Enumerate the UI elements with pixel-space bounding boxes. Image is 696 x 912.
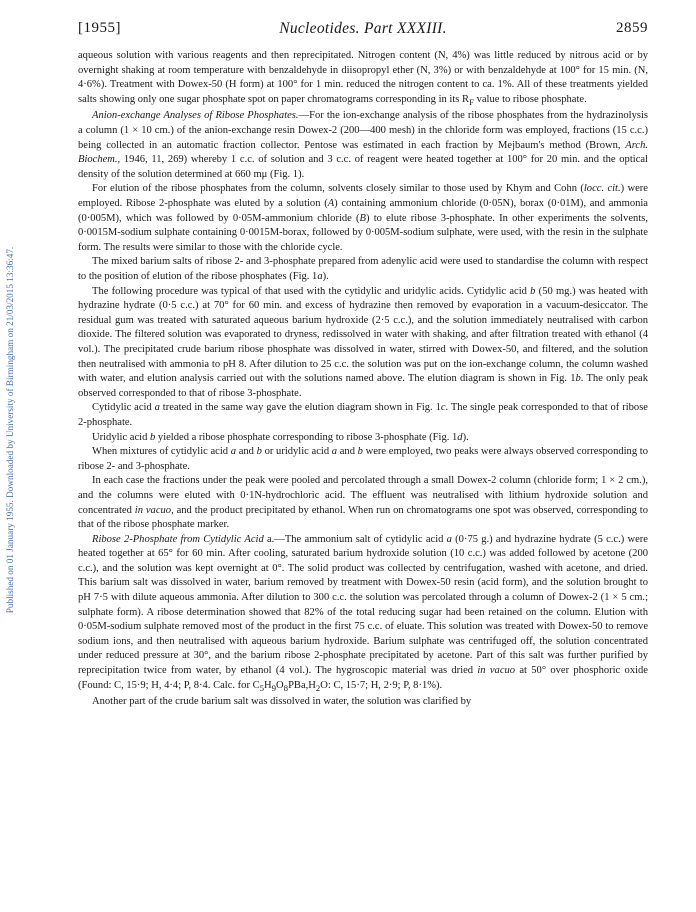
italic-text: in vacuo [134,504,172,516]
body-paragraph [78,695,648,710]
italic-text: a [446,533,452,545]
paragraph-text: and [236,446,257,458]
italic-text: b [575,373,581,385]
page-header [78,20,648,42]
body-paragraph [78,401,648,430]
paragraph-text: The following procedure was typical of that used with the cytidylic and uridylic acids. Cytidylic acid [92,285,531,297]
italic-text: A [327,198,335,210]
body-paragraph [78,49,648,109]
body-paragraph [78,431,648,446]
paragraph-text: Another part of the crude barium salt was dissolved in water, the solution was clarified by [92,696,472,708]
italic-text: b [256,446,262,458]
paragraph-text: treated in the same way gave the elution diagram shown in Fig. 1 [159,402,441,414]
italic-text: d [457,431,463,443]
italic-text: b [357,446,363,458]
paragraph-text: aqueous solution with various reagents and then reprecipitated. Nitrogen content (N, 4%) was little reduced by nitrous acid or by overnight shaking at room temperature with benzaldehyde in diisopropyl ether (N, 3%) or with benzaldehyde at 100° for 15 min. (N, 4·6%). Treatment with Dowex-50 (H form) at 100° for 1 min. reduced the nitrogen content to ca. 1%. All of these treatments yielded salts showing only one sugar phosphate spot on paper chromatograms corresponding in its R [78,50,648,105]
italic-text: locc. cit. [583,183,621,195]
italic-text: b [150,431,156,443]
body-paragraph [78,445,648,474]
paragraph-text: For elution of the ribose phosphates from the column, solvents closely similar to those used by Khym and Cohn ( [92,183,584,195]
paragraph-text: at 50° over phosphoric oxide (Found: C, 15·9; H, 4·4; P, 8·4. Calc. for C [78,665,648,691]
paragraph-text: Cytidylic acid [92,402,155,414]
paragraph-text: O [276,679,284,691]
paragraph-text: yielded a ribose phosphate corresponding to ribose 3-phosphate (Fig. 1 [155,431,458,443]
paragraph-text: —For the ion-exchange analysis of the ribose phosphates from the hydrazinolysis a column (1 × 10 cm.) of the anion-exchange resin Dowex-2 (200—400 mesh) in the chloride form was employed, fractions (15 c.c.) being collected in an automatic fraction collector. Pentose was estimated in each fraction by Mejbaum's method (Brown, [78,110,648,151]
paragraph-text: The mixed barium salts of ribose 2- and 3-phosphate prepared from adenylic acid were used to standardise the column with respect to the position of elution of the ribose phosphates (Fig. 1 [78,256,648,283]
paragraph-text: a.—The ammonium salt of cytidylic acid [263,533,447,545]
body-paragraph [78,474,648,532]
body-paragraph [78,182,648,255]
italic-text: in vacuo [477,665,516,677]
italic-text: Ribose 2-Phosphate from Cytidylic Acid [92,533,264,545]
italic-text: a [331,446,338,458]
body-paragraph [78,109,648,182]
header-title: Nucleotides. Part XXXIII. [279,20,447,37]
paragraph-text: H [264,679,272,691]
paragraph-text: ) containing ammonium chloride (0·05N), borax (0·01M), and ammonia (0·005M), which was followed by 0·05M-ammonium chloride ( [78,198,648,224]
paragraph-text: . The only peak observed corresponded to that of ribose 3-phosphate. [78,373,648,399]
article-body [78,49,648,710]
paragraph-text: value to ribose phosphate. [473,93,587,105]
italic-text: a [230,446,237,458]
paragraph-text: ). [462,431,469,443]
paragraph-text: , and the product precipitated by ethanol. When run on chromatograms one spot was observed, corresponding to that of the ribose phosphate marker. [78,504,648,531]
italic-text: a [154,402,160,414]
paragraph-text: When mixtures of cytidylic acid [92,446,231,458]
italic-text: B [359,212,366,224]
page-number: 2859 [616,20,648,36]
paragraph-text: ) were employed. Ribose 2-phosphate was eluted by a solution ( [78,183,648,210]
body-paragraph [78,533,648,696]
subscript-text: F [469,96,474,107]
italic-text: b [530,285,536,297]
paragraph-text: or uridylic acid [261,446,332,458]
body-paragraph [78,255,648,284]
paragraph-text: (0·75 g.) and hydrazine hydrate (5 c.c.) were heated together at 65° for 60 min. After cooling, saturated barium hydroxide solution (10 c.c.) was added followed by acetone (200 c.c.), and the solution was kept overnight at 0°. The solid product was collected by centrifugation, washed with acetone, and dried. This barium salt was dissolved in water, barium removed by treatment with Dowex-50 resin (acid form), and the solution brought to pH 7·5 with dilute aqueous ammonia. After dilution to 300 c.c. the solution was percolated through a column of Dowex-2 (1 × 5 cm.; sulphate form). A ribose determination showed that 82% of the total reducing sugar had been retained on the column. Elution with 0·05M-sodium sulphate removed most of the product in the first 75 c.c. of eluate. This solution was treated with Dowex-50 to remove sodium ions, and then neutralised with aqueous barium hydroxide. Barium sulphate was centrifuged off, the solution concentrated under reduced pressure at 30°, and the barium ribose 2-phosphate precipitated by acetone. Part of this salt was further purified by reprecipitation twice from water, by ethanol (4 vol.). The hygroscopic material was dried [78,533,648,677]
paragraph-text: ). [322,271,329,283]
paragraph-text: O: C, 15·7; H, 2·9; P, 8·1%). [320,679,443,691]
paragraph-text: , 1946, 11, 269) whereby 1 c.c. of solution and 3 c.c. of reagent were heated together at 100° for 20 min. and the optical density of the solution determined at 660 mμ (Fig. 1). [78,154,648,180]
subscript-text: 9 [271,682,277,693]
subscript-text: 8 [283,682,289,693]
italic-text: a [317,271,323,283]
paragraph-text: ) to elute ribose 3-phosphate. In other experiments the solvents, 0·0015M-sodium sulphate containing 0·0015M-borax, followed by 0·005M-sodium sulphate, were used, with the resin in the sulphate form. The results were similar to those with the chloride cycle. [78,212,648,253]
paragraph-text: In each case the fractions under the peak were pooled and percolated through a small Dowex-2 column (chloride form; 1 × 2 cm.), and the columns were eluted with 0·1N-hydrochloric acid. The effluent was neutralised with lithium hydroxide solution and concentrated [78,475,648,516]
paragraph-text: Uridylic acid [92,431,150,443]
paragraph-text: . The single peak corresponded to that of ribose 2-phosphate. [78,402,648,428]
paragraph-text: PBa,H [288,679,316,691]
subscript-text: 2 [315,682,321,693]
italic-text: Anion-exchange Analyses of Ribose Phosphates. [92,110,299,122]
body-paragraph [78,285,648,402]
watermark-text: Published on 01 January 1955. Downloaded by University of Birmingham on 21/03/2015 13:36:47. [5,246,15,614]
italic-text: c [440,402,446,414]
italic-text: Arch. Biochem. [78,139,648,166]
paragraph-text: were employed, two peaks were always observed corresponding to ribose 2- and 3-phosphate. [78,446,648,472]
header-year: [1955] [78,20,121,36]
download-watermark [4,150,16,710]
paragraph-text: and [337,446,358,458]
paragraph-text: (50 mg.) was heated with hydrazine hydrate (0·5 c.c.) at 70° for 60 min. and excess of hydrazine then removed by evaporation in a vacuum-desiccator. The residual gum was treated with saturated aqueous barium hydroxide (2·5 c.c.), and the solution immediately neutralised with carbon dioxide. The filtered solution was evaporated to dryness, redissolved in water with shaking, and after filtration treated with ethanol (4 vol.). The precipitated crude barium ribose phosphate was dissolved in water, stirred with Dowex-50, and filtered, and the solution then neutralised with ammonia to pH 8. After dilution to 25 c.c. the solution was put on the ion-exchange column, the column washed with water, and elution analysis carried out with the solutions named above. The elution diagram is shown in Fig. 1 [78,285,648,385]
subscript-text: 5 [259,682,265,693]
